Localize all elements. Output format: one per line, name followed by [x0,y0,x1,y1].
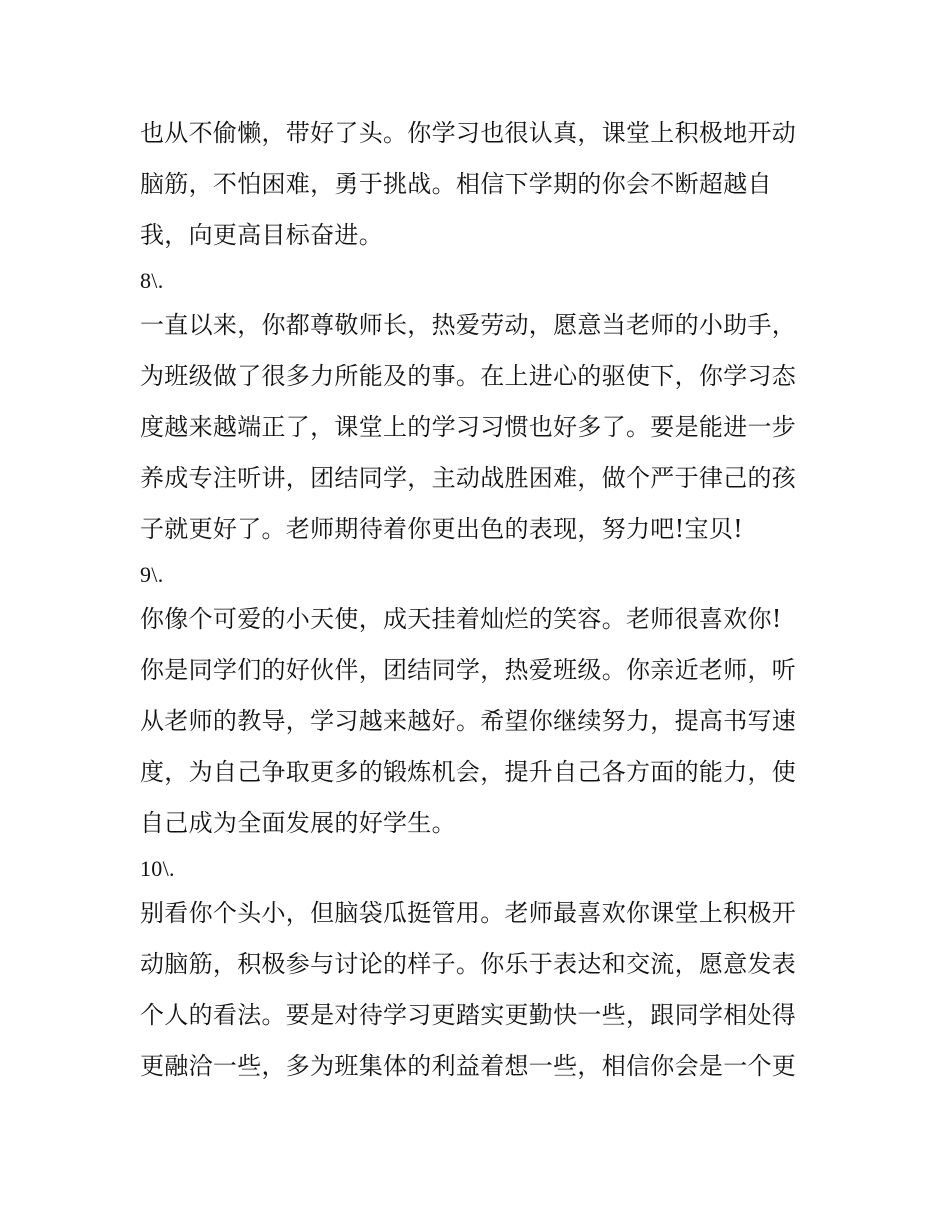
entry-number: 10\. [140,856,175,881]
paragraph-line: 个人的看法。要是对待学习更踏实更勤快一些，跟同学相处得 [140,1001,797,1029]
paragraph-line: 自己成为全面发展的好学生。 [140,809,456,837]
paragraph-line: 更融洽一些，多为班集体的利益着想一些，相信你会是一个更 [140,1052,797,1080]
paragraph-line: 你像个可爱的小天使，成天挂着灿烂的笑容。老师很喜欢你! [140,605,782,633]
paragraph-line: 为班级做了很多力所能及的事。在上进心的驱使下，你学习态 [140,362,797,390]
paragraph-line: 从老师的教导，学习越来越好。希望你继续努力，提高书写速 [140,707,797,735]
paragraph-line: 你是同学们的好伙伴，团结同学，热爱班级。你亲近老师，听 [140,656,797,684]
paragraph-line: 度越来越端正了，课堂上的学习习惯也好多了。要是能进一步 [140,413,797,441]
paragraph-line: 别看你个头小，但脑袋瓜挺管用。老师最喜欢你课堂上积极开 [140,899,797,927]
paragraph-line: 也从不偷懒，带好了头。你学习也很认真，课堂上积极地开动 [140,119,797,147]
document-body [140,108,812,1092]
paragraph-line: 一直以来，你都尊敬师长，热爱劳动，愿意当老师的小助手， [140,311,797,339]
paragraph-line: 度，为自己争取更多的锻炼机会，提升自己各方面的能力，使 [140,758,797,786]
paragraph-line: 子就更好了。老师期待着你更出色的表现，努力吧!宝贝! [140,515,744,543]
entry-number: 8\. [140,268,164,293]
paragraph-line: 养成专注听讲，团结同学，主动战胜困难，做个严于律己的孩 [140,464,797,492]
paragraph-line: 动脑筋，积极参与讨论的样子。你乐于表达和交流，愿意发表 [140,950,797,978]
paragraph-line: 脑筋，不怕困难，勇于挑战。相信下学期的你会不断超越自 [140,170,772,198]
paragraph-line: 我，向更高目标奋进。 [140,221,383,249]
entry-number: 9\. [140,562,164,587]
